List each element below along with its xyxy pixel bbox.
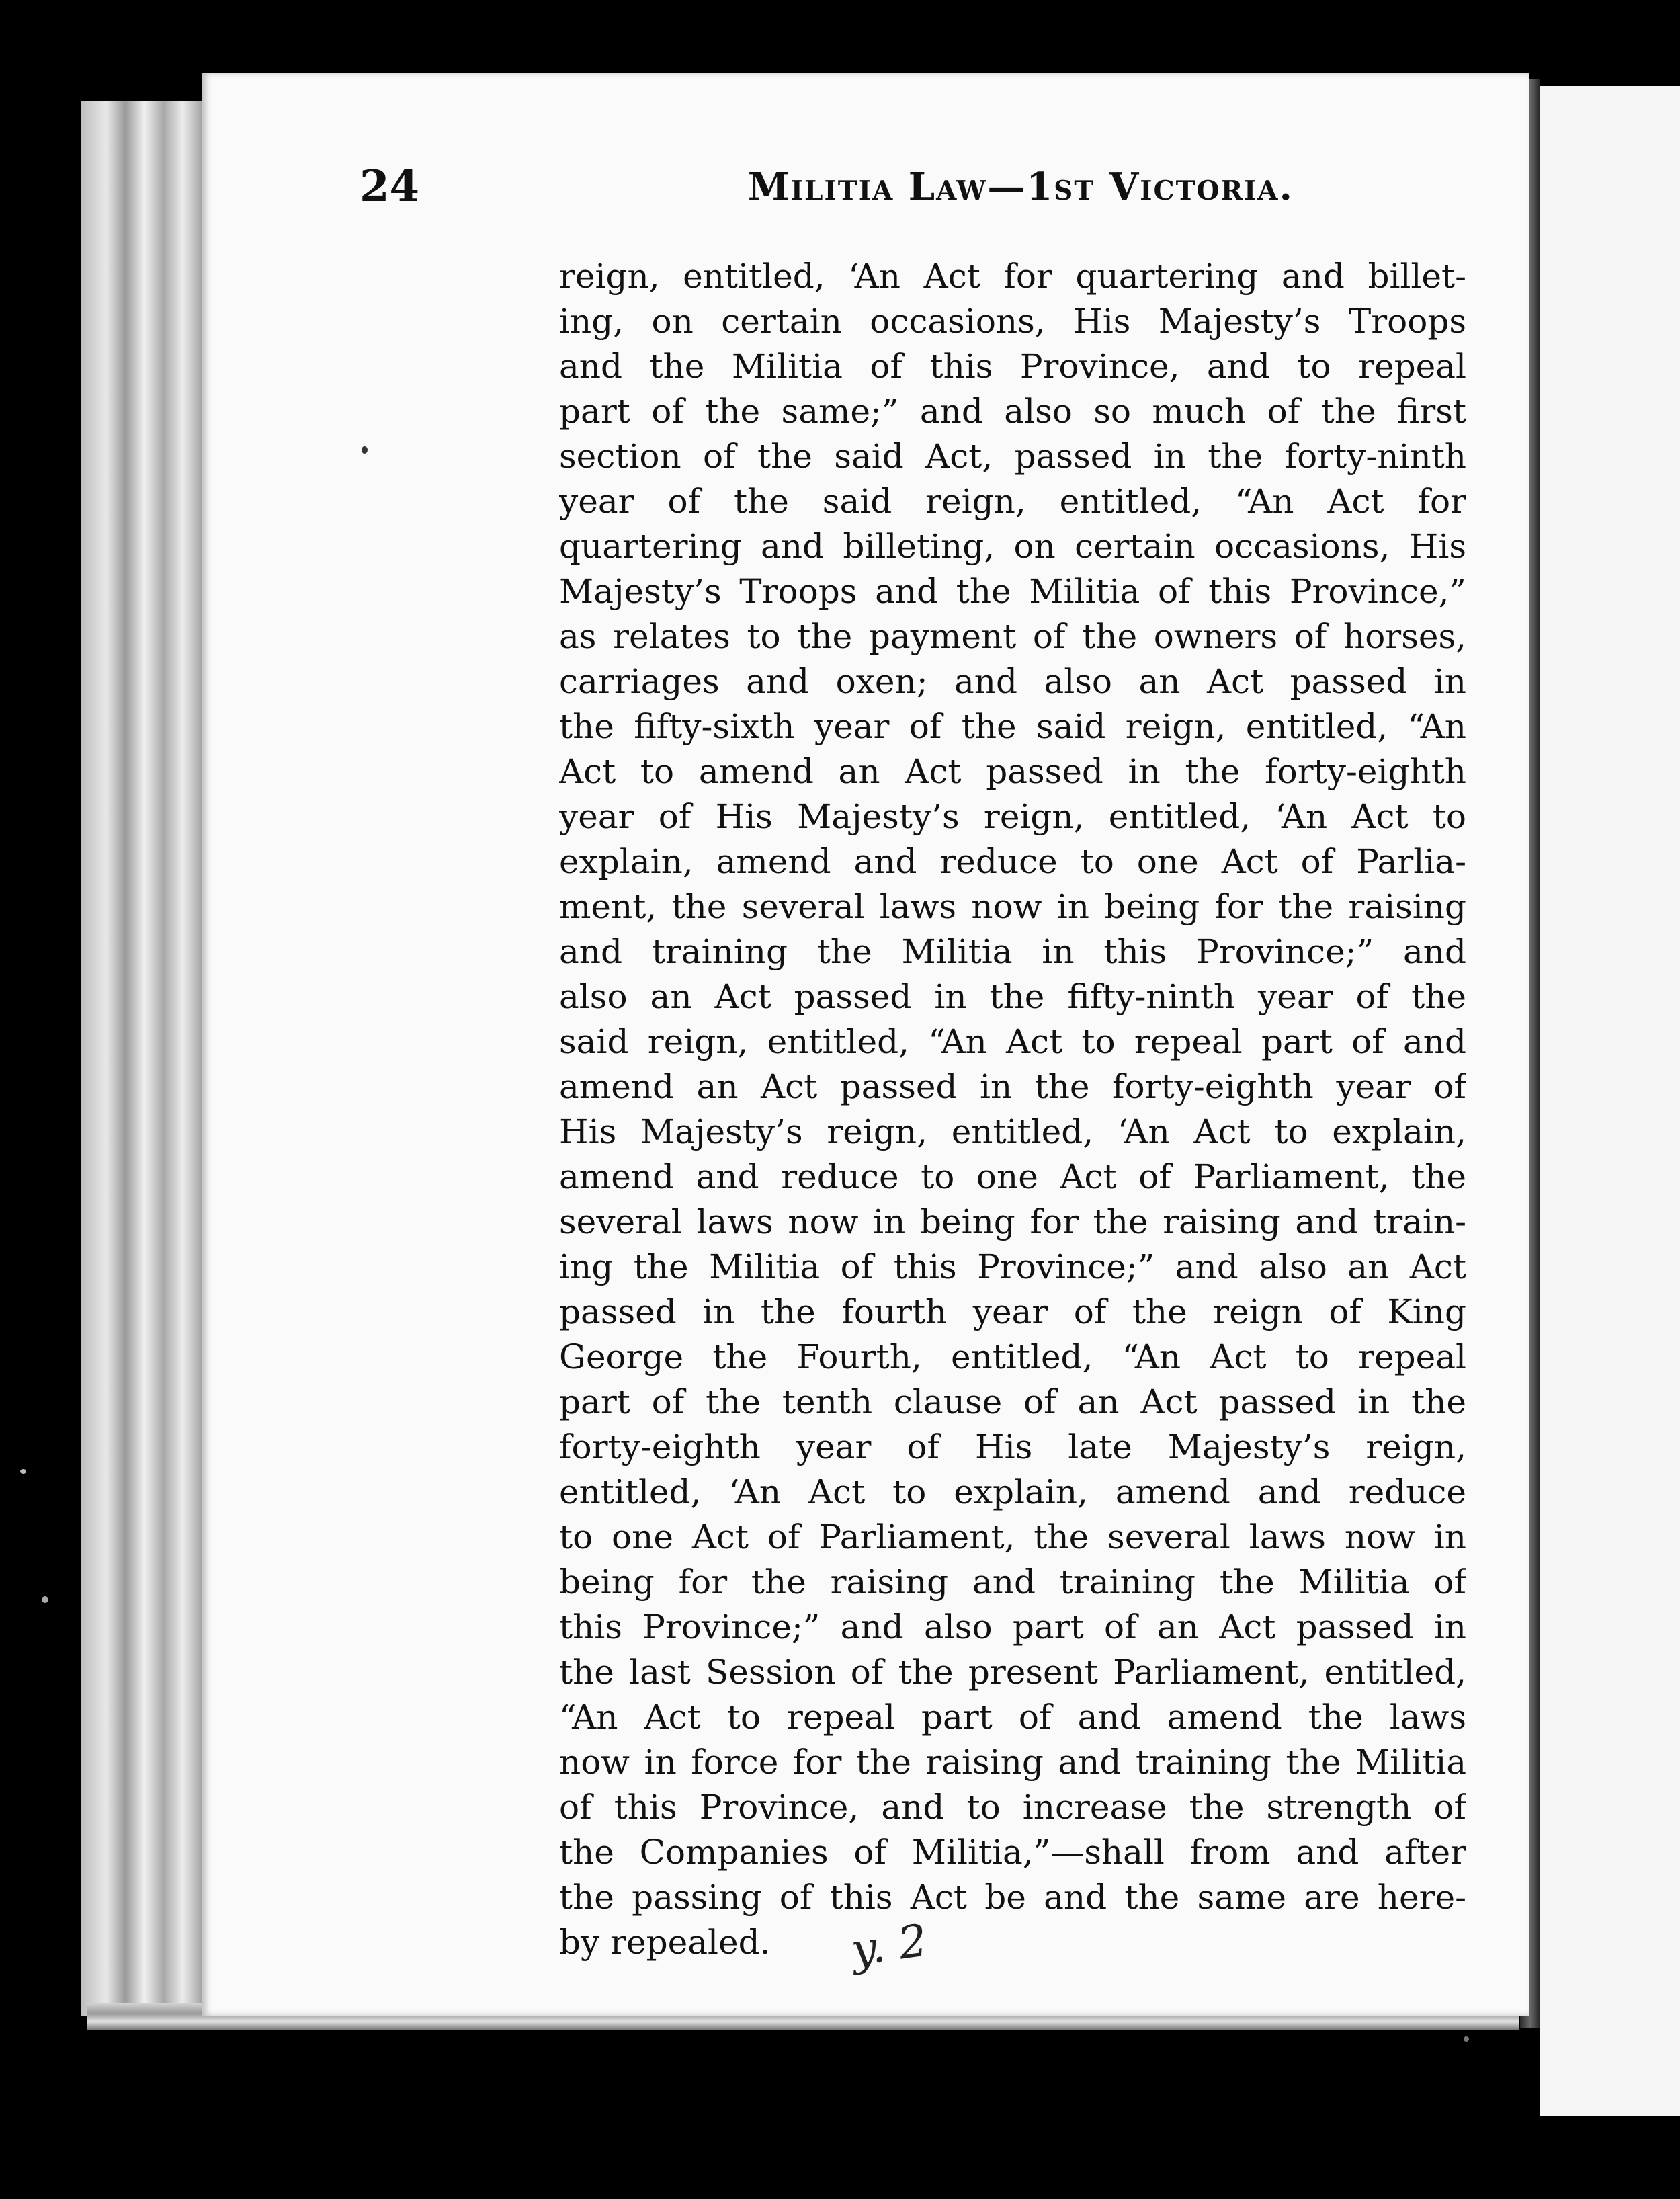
text-line-final: [559, 1914, 1466, 1976]
text-line: as relates to the payment of the owners of horses,: [559, 617, 1466, 656]
text-line: ing, on certain occasions, His Majesty’s Troops: [559, 302, 1466, 341]
text-line: also an Act passed in the fifty-ninth year of the: [559, 977, 1466, 1016]
text-line: explain, amend and reduce to one Act of Parlia-: [559, 842, 1466, 881]
text-line: quartering and billeting, on certain occasions, His: [559, 527, 1466, 566]
text-line: this Province;” and also part of an Act passed in: [559, 1608, 1466, 1647]
text-line: ment, the several laws now in being for the raising: [559, 887, 1466, 926]
text-line: forty-eighth year of His late Majesty’s reign,: [559, 1427, 1466, 1466]
text-line: Majesty’s Troops and the Militia of this Province,”: [559, 572, 1466, 611]
text-line: the passing of this Act be and the same are here-: [559, 1878, 1466, 1917]
ink-speck: [362, 446, 368, 454]
text-line: to one Act of Parliament, the several laws now in: [559, 1518, 1466, 1557]
text-line: said reign, entitled, “An Act to repeal part of and: [559, 1022, 1466, 1061]
text-line: part of the tenth clause of an Act passed in the: [559, 1382, 1466, 1421]
text-line: year of His Majesty’s reign, entitled, ‘An Act to: [559, 797, 1466, 836]
page-number: 24: [360, 161, 420, 212]
text-line: entitled, ‘An Act to explain, amend and reduce: [559, 1472, 1466, 1511]
text-line: part of the same;” and also so much of the first: [559, 392, 1466, 431]
ink-speck: [20, 1469, 26, 1474]
final-line-text: by repealed.: [559, 1923, 771, 1962]
text-line: being for the raising and training the Militia of: [559, 1563, 1466, 1602]
text-line: year of the said reign, entitled, “An Act for: [559, 482, 1466, 521]
text-line: and the Militia of this Province, and to repeal: [559, 347, 1466, 386]
text-line: passed in the fourth year of the reign of King: [559, 1292, 1466, 1331]
text-line: amend an Act passed in the forty-eighth year of: [559, 1067, 1466, 1106]
text-line: the fifty-sixth year of the said reign, entitled, “An: [559, 707, 1466, 746]
text-line: of this Province, and to increase the strength of: [559, 1788, 1466, 1827]
text-line: amend and reduce to one Act of Parliament, the: [559, 1157, 1466, 1196]
text-line: the Companies of Militia,”—shall from and after: [559, 1833, 1466, 1872]
text-line: section of the said Act, passed in the forty-ninth: [559, 437, 1466, 476]
text-line: “An Act to repeal part of and amend the laws: [559, 1698, 1466, 1737]
text-line: His Majesty’s reign, entitled, ‘An Act to explain,: [559, 1112, 1466, 1151]
text-line: now in force for the raising and training the Militia: [559, 1743, 1466, 1782]
handwritten-annotation: y. 2: [847, 1914, 930, 1976]
running-head-title: Militia Law—1st Victoria.: [747, 165, 1294, 209]
running-head: [360, 153, 1294, 220]
text-line: the last Session of the present Parliament, entitled,: [559, 1653, 1466, 1692]
text-line: and training the Militia in this Province;” and: [559, 932, 1466, 971]
ink-speck: [1464, 2036, 1469, 2042]
adjacent-page: [1540, 86, 1680, 2116]
text-line: carriages and oxen; and also an Act passed in: [559, 662, 1466, 701]
body-text: [559, 254, 1466, 1976]
text-line: reign, entitled, ‘An Act for quartering and billet-: [559, 257, 1466, 296]
ink-speck: [42, 1596, 48, 1603]
text-line: ing the Militia of this Province;” and also an Act: [559, 1247, 1466, 1286]
text-line: George the Fourth, entitled, “An Act to repeal: [559, 1337, 1466, 1376]
page-stack-edge: [81, 101, 208, 2016]
text-line: Act to amend an Act passed in the forty-eighth: [559, 752, 1466, 791]
text-line: several laws now in being for the raising and train-: [559, 1202, 1466, 1241]
